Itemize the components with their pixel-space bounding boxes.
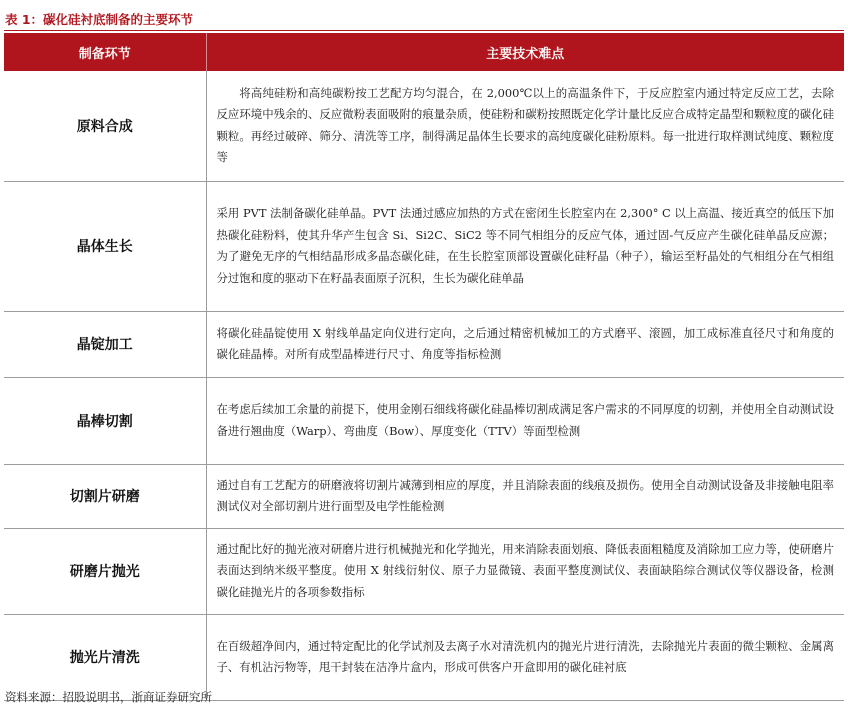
stage-cell: 晶棒切割 bbox=[4, 377, 206, 464]
stage-cell: 抛光片清洗 bbox=[4, 614, 206, 700]
table-caption: 表 1：碳化硅衬底制备的主要环节 bbox=[5, 12, 194, 27]
table-row bbox=[4, 528, 844, 614]
detail-cell: 通过自有工艺配方的研磨液将切割片减薄到相应的厚度，并且消除表面的线痕及损伤。使用全自动测试设备及非接触电阻率测试仪对全部切割片进行面型及电学性能检测 bbox=[206, 464, 844, 528]
detail-cell: 在百级超净间内，通过特定配比的化学试剂及去离子水对清洗机内的抛光片进行清洗，去除抛光片表面的微尘颗粒、金属离子、有机沾污物等，甩干封装在洁净片盒内，形成可供客户开盒即用的碳化硅衬底 bbox=[206, 614, 844, 700]
detail-cell: 采用 PVT 法制备碳化硅单晶。PVT 法通过感应加热的方式在密闭生长腔室内在 2,300° C 以上高温、接近真空的低压下加热碳化硅粉料，使其升华产生包含 Si、Si2C、SiC2 等不同气相组分的反应气体，通过固-气反应产生碳化硅单晶反应源；为了避免无序的气相结晶形成多晶态碳化硅，在生长腔室顶部设置碳化硅籽晶（种子），输运至籽晶处的气相组分在气相组分过饱和度的驱动下在籽晶表面原子沉积，生长为碳化硅单晶 bbox=[206, 181, 844, 311]
column-header-difficulty: 主要技术难点 bbox=[206, 33, 844, 71]
stage-cell: 切割片研磨 bbox=[4, 464, 206, 528]
table-row bbox=[4, 71, 844, 181]
detail-cell: 在考虑后续加工余量的前提下，使用金刚石细线将碳化硅晶棒切割成满足客户需求的不同厚度的切割，并使用全自动测试设备进行翘曲度（Warp）、弯曲度（Bow）、厚度变化（TTV）等面型检测 bbox=[206, 377, 844, 464]
process-table bbox=[4, 33, 844, 701]
stage-cell: 原料合成 bbox=[4, 71, 206, 181]
column-header-stage: 制备环节 bbox=[4, 33, 206, 71]
caption-divider bbox=[4, 30, 844, 31]
table-row bbox=[4, 311, 844, 377]
source-note: 资料来源：招股说明书，浙商证券研究所 bbox=[5, 690, 212, 704]
table-header-row bbox=[4, 33, 844, 71]
table-row bbox=[4, 181, 844, 311]
stage-cell: 晶锭加工 bbox=[4, 311, 206, 377]
table-row bbox=[4, 464, 844, 528]
stage-cell: 研磨片抛光 bbox=[4, 528, 206, 614]
detail-cell: 通过配比好的抛光液对研磨片进行机械抛光和化学抛光，用来消除表面划痕、降低表面粗糙度及消除加工应力等，使研磨片表面达到纳米级平整度。使用 X 射线衍射仪、原子力显微镜、表面平整度测试仪、表面缺陷综合测试仪等仪器设备，检测碳化硅抛光片的各项参数指标 bbox=[206, 528, 844, 614]
detail-cell: 将高纯硅粉和高纯碳粉按工艺配方均匀混合，在 2,000℃以上的高温条件下，于反应腔室内通过特定反应工艺，去除反应环境中残余的、反应微粉表面吸附的痕量杂质，使硅粉和碳粉按照既定化学计量比反应合成特定晶型和颗粒度的碳化硅颗粒。再经过破碎、筛分、清洗等工序，制得满足晶体生长要求的高纯度碳化硅粉原料。每一批进行取样测试纯度、颗粒度等 bbox=[206, 71, 844, 181]
table-row bbox=[4, 377, 844, 464]
table-row bbox=[4, 614, 844, 700]
stage-cell: 晶体生长 bbox=[4, 181, 206, 311]
detail-cell: 将碳化硅晶锭使用 X 射线单晶定向仪进行定向，之后通过精密机械加工的方式磨平、滚圆，加工成标准直径尺寸和角度的碳化硅晶棒。对所有成型晶棒进行尺寸、角度等指标检测 bbox=[206, 311, 844, 377]
